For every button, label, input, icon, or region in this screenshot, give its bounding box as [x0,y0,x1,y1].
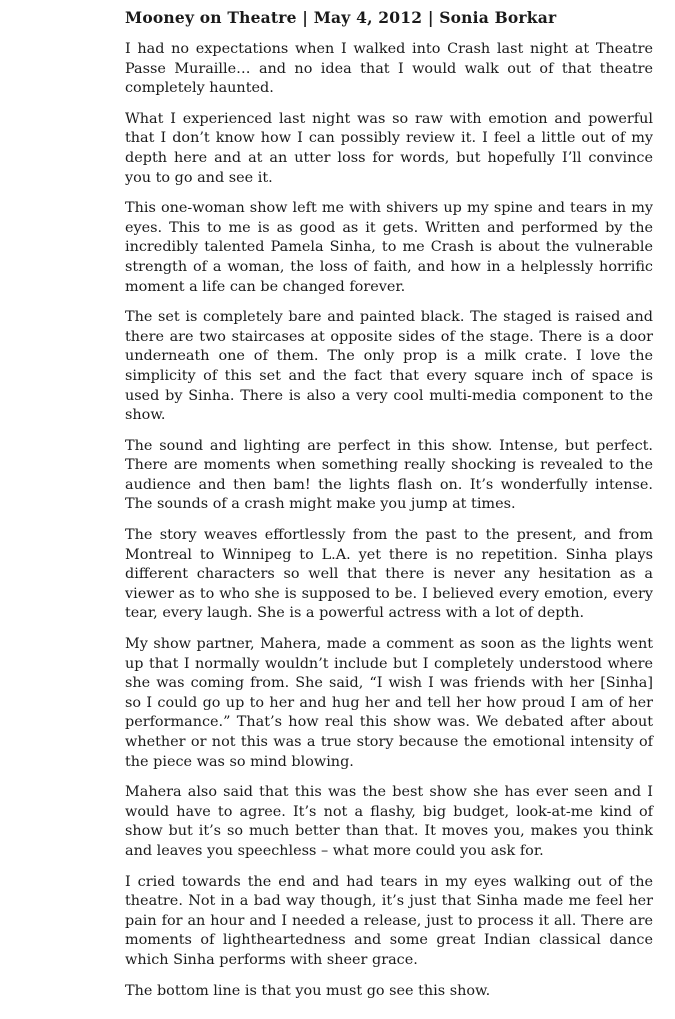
review-article [125,8,653,1012]
paragraph-6: The story weaves effortlessly from the past to the present, and from Montreal to Winnipeg to L.A. yet there is no repetition. Sinha plays different characters so well that there is never any hesitation as a viewer as to who she is supposed to be. I believed every emotion, every tear, every laugh. She is a powerful actress with a lot of depth. [125,527,653,622]
paragraph-5: The sound and lighting are perfect in this show. Intense, but perfect. There are moments when something really shocking is revealed to the audience and then bam! the lights flash on. It’s wonderfully intense. The sounds of a crash might make you jump at times. [125,437,653,513]
article-header: Mooney on Theatre | May 4, 2012 | Sonia Borkar [125,8,557,27]
paragraph-4: The set is completely bare and painted black. The staged is raised and there are two staircases at opposite sides of the stage. There is a door underneath one of them. The only prop is a milk crate. I love the simplicity of this set and the fact that every square inch of space is used by Sinha. There is also a very cool multi-media component to the show. [125,309,653,424]
paragraph-7: My show partner, Mahera, made a comment as soon as the lights went up that I normally wouldn’t include but I completely understood where she was coming from. She said, “I wish I was friends with her [Sinha] so I could go up to her and hug her and tell her how proud I am of her performance.” That’s how real this show was. We debated after about whether or not this was a true story because the emotional intensity of the piece was so mind blowing. [125,636,653,770]
paragraph-9: I cried towards the end and had tears in my eyes walking out of the theatre. Not in a bad way though, it’s just that Sinha made me feel her pain for an hour and I needed a release, just to process it all. There are moments of lightheartedness and some great Indian classical dance which Sinha performs with sheer grace. [125,873,653,968]
paragraph-8: Mahera also said that this was the best show she has ever seen and I would have to agree. It’s not a flashy, big budget, look-at-me kind of show but it’s so much better than that. It moves you, makes you think and leaves you speechless – what more could you ask for. [125,784,653,859]
paragraph-1: I had no expectations when I walked into Crash last night at Theatre Passe Muraille… and no idea that I would walk out of that theatre completely haunted. [125,41,653,97]
paragraph-10: The bottom line is that you must go see this show. [125,982,491,999]
paragraph-3: This one-woman show left me with shivers up my spine and tears in my eyes. This to me is as good as it gets. Written and performed by the incredibly talented Pamela Sinha, to me Crash is about the vulnerable strength of a woman, the loss of faith, and how in a helplessly horrific moment a life can be changed forever. [125,200,653,295]
paragraph-2: What I experienced last night was so raw with emotion and powerful that I don’t know how I can possibly review it. I feel a little out of my depth here and at an utter loss for words, but hopefully I’ll convince you to go and see it. [125,110,653,186]
